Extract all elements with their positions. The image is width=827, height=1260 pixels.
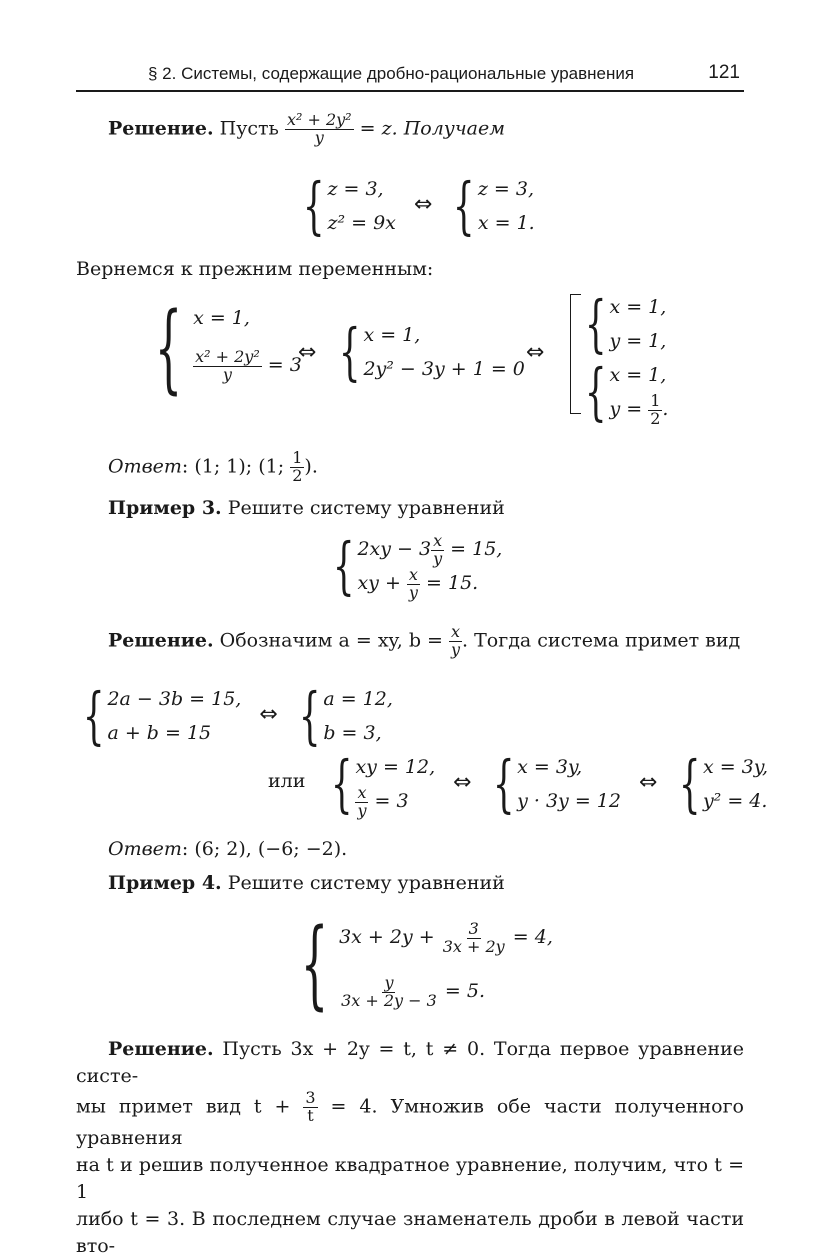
left-brace: { [678, 747, 701, 820]
left-brace: { [302, 169, 325, 242]
left-brace: { [492, 747, 515, 820]
system-xy-left: { x = 1, $\frac{\text{x² + 2y²}}{y}$ = 3 [154, 292, 302, 404]
example-4-system: { 3x + 2y + $\frac{3}{3x + 2y}$ = 4, $\frac{y}{3x + 2y - 3}$ = 5. [300, 908, 553, 1020]
running-header [76, 60, 744, 92]
iff-symbol: ⇔ [639, 770, 658, 795]
iff-symbol: ⇔ [413, 192, 433, 217]
left-brace: { [300, 908, 329, 1020]
left-brace: { [332, 529, 355, 602]
left-brace: { [330, 747, 353, 820]
left-brace: { [453, 169, 475, 242]
example-3-system: { 2xy − 3 $\frac{x}{y}$ = 15, xy + $\frac{x}{y}$ = 15. [332, 529, 503, 602]
system-z: { z = 3, z² = 9x ⇔ { z = 3, x = 1. [302, 169, 535, 242]
system-xy-right-2: { x = 1, y = $\frac{1}{2}$ . [584, 355, 669, 428]
left-brace: { [298, 679, 321, 752]
solution-1-intro: Решение. Пусть $\frac{\text{x² + 2y²}}{y}$ = z. Получаем [108, 110, 505, 147]
iff-symbol: ⇔ [526, 340, 545, 365]
system-xy-mid: { x = 1, 2y² − 3y + 1 = 0 [338, 315, 525, 388]
left-brace: { [154, 292, 183, 404]
or-word: или [268, 770, 306, 792]
iff-symbol: ⇔ [298, 340, 317, 365]
left-brace: { [82, 679, 105, 752]
chapter-title: § 2. Системы, содержащие дробно-рациональные уравнения [148, 64, 635, 83]
system-xy-right-1: { x = 1, y = 1, [584, 287, 667, 360]
left-brace: { [338, 315, 361, 388]
left-brace: { [584, 355, 607, 428]
example-4-heading: Пример 4. Решите систему уравнений [108, 872, 505, 894]
system-ab: { 2a − 3b = 15, a + b = 15 ⇔ { a = 12, b = 3, [82, 679, 393, 752]
example-3-heading: Пример 3. Решите систему уравнений [108, 497, 505, 519]
iff-symbol: ⇔ [453, 770, 472, 795]
solution-3-intro: Решение. Обозначим a = xy, b = $\frac{x}{y}$ . Тогда система примет вид [108, 622, 741, 659]
fraction: $\frac{\text{x² + 2y²}}{y}$ [286, 110, 352, 147]
return-text: Вернемся к прежним переменным: [76, 258, 434, 280]
left-brace: { [584, 287, 607, 360]
iff-symbol: ⇔ [259, 702, 278, 727]
system-xy-3: { xy = 12, $\frac{x}{y}$ = 3 ⇔ { x = 3y, y · 3y = 12 ⇔ { x = 3y, y² = 4. [330, 747, 769, 820]
page-number: 121 [708, 62, 740, 83]
solution-4-text: Решение. Пусть 3x + 2y = t, t ≠ 0. Тогда первое уравнение систе- мы примет вид t + $\frac{3}{t}$ = 4. Умножив обе части полученного уравнения на t и решив полученное квадратное уравнение, получим, что t = 1 либо t = 3. В последнем случае знаменатель дроби в левой части вто- [76, 1038, 744, 1257]
answer-1: Ответ: (1; 1); (1; $\frac{1}{2}$ ). [108, 448, 318, 485]
square-bracket [570, 294, 581, 414]
answer-3: Ответ: (6; 2), (−6; −2). [108, 838, 348, 860]
